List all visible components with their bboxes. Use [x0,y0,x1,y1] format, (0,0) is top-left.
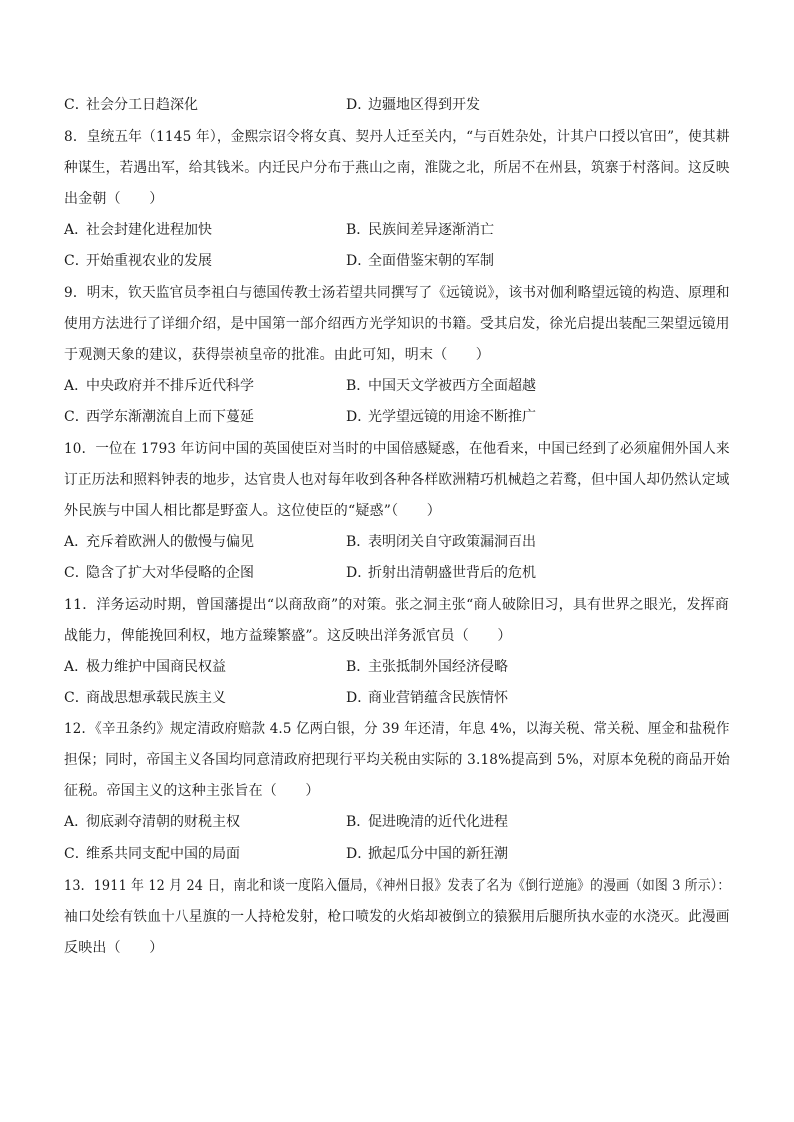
q10-stem-line-2: 订正历法和照料钟表的地步，达官贵人也对每年收到各种各样欧洲精巧机械趋之若鹜，但中国人却仍然认定域 [64,472,730,488]
q12-stem-line-2: 担保；同时，帝国主义各国均同意清政府把现行平均关税由实际的 3.18%提高到 5%，对原本免税的商品开始 [64,752,730,768]
q8-stem-line-1: 8．皇统五年（1145 年），金熙宗诏令将女真、契丹人迁至关内，“与百姓杂处，计其户口授以官田”，使其耕 [64,129,730,145]
q10-option-b[interactable]: B．表明闭关自守政策漏洞百出 [346,534,536,550]
q12-stem-line-1: 12．《辛丑条约》规定清政府赔款 4.5 亿两白银，分 39 年还清，年息 4%，以海关税、常关税、厘金和盐税作 [64,721,730,737]
q10-stem-line-1: 10．一位在 1793 年访问中国的英国使臣对当时的中国倍感疑惑，在他看来，中国已经到了必须雇佣外国人来 [64,441,730,457]
q12-stem-line-3: 征税。帝国主义的这种主张旨在（ ） [64,783,320,799]
q11-option-a[interactable]: A．极力维护中国商民权益 [64,659,226,675]
q9-option-b[interactable]: B．中国天文学被西方全面超越 [346,378,536,394]
q13-stem-line-2: 袖口处绘有铁血十八星旗的一人持枪发射，枪口喷发的火焰却被倒立的猿猴用后腿所执水壶的水浇灭。此漫画 [64,909,730,925]
q7-option-d[interactable]: D．边疆地区得到开发 [346,97,480,113]
q12-option-c[interactable]: C．维系共同支配中国的局面 [64,846,240,862]
q9-stem-line-3: 于观测天象的建议，获得崇祯皇帝的批准。由此可知，明末（ ） [64,347,490,363]
q10-option-d[interactable]: D．折射出清朝盛世背后的危机 [346,565,536,581]
q7-option-c[interactable]: C．社会分工日趋深化 [64,97,198,113]
q8-option-d[interactable]: D．全面借鉴宋朝的军制 [346,253,494,269]
q10-option-a[interactable]: A．充斥着欧洲人的傲慢与偏见 [64,534,254,550]
q8-option-b[interactable]: B．民族间差异逐渐消亡 [346,222,494,238]
q12-option-a[interactable]: A．彻底剥夺清朝的财税主权 [64,814,240,830]
q13-stem-line-1: 13．1911 年 12 月 24 日，南北和谈一度陷入僵局，《神州日报》发表了名为《倒行逆施》的漫画（如图 3 所示）： [64,878,731,894]
q11-option-d[interactable]: D．商业营销蕴含民族情怀 [346,690,508,706]
q9-stem-line-1: 9．明末，钦天监官员李祖白与德国传教士汤若望共同撰写了《远镜说》，该书对伽利略望远镜的构造、原理和 [64,285,730,301]
q8-option-a[interactable]: A．社会封建化进程加快 [64,222,212,238]
q11-stem-line-1: 11．洋务运动时期，曾国藩提出“以商敌商”的对策。张之洞主张“商人破除旧习，具有世界之眼光，发挥商 [64,597,730,613]
q10-stem-line-3: 外民族与中国人相比都是野蛮人。这位使臣的“疑惑”（ ） [64,503,441,519]
q11-option-c[interactable]: C．商战思想承载民族主义 [64,690,226,706]
q8-stem-line-3: 出金朝（ ） [64,191,164,207]
q9-option-d[interactable]: D．光学望远镜的用途不断推广 [346,409,536,425]
q13-stem-line-3: 反映出（ ） [64,940,164,956]
q11-stem-line-2: 战能力，俾能挽回利权，地方益臻繁盛”。这反映出洋务派官员（ ） [64,628,512,644]
q11-option-b[interactable]: B．主张抵制外国经济侵略 [346,659,508,675]
q8-stem-line-2: 种谋生，若遇出军，给其钱米。内迁民户分布于燕山之南，淮陇之北，所居不在州县，筑寨于村落间。这反映 [64,160,730,176]
q12-option-b[interactable]: B．促进晚清的近代化进程 [346,814,508,830]
q10-option-c[interactable]: C．隐含了扩大对华侵略的企图 [64,565,254,581]
q9-stem-line-2: 使用方法进行了详细介绍，是中国第一部介绍西方光学知识的书籍。受其启发，徐光启提出装配三架望远镜用 [64,316,730,332]
q8-option-c[interactable]: C．开始重视农业的发展 [64,253,212,269]
q9-option-c[interactable]: C．西学东渐潮流自上而下蔓延 [64,409,254,425]
q12-option-d[interactable]: D．掀起瓜分中国的新狂潮 [346,846,508,862]
q9-option-a[interactable]: A．中央政府并不排斥近代科学 [64,378,254,394]
